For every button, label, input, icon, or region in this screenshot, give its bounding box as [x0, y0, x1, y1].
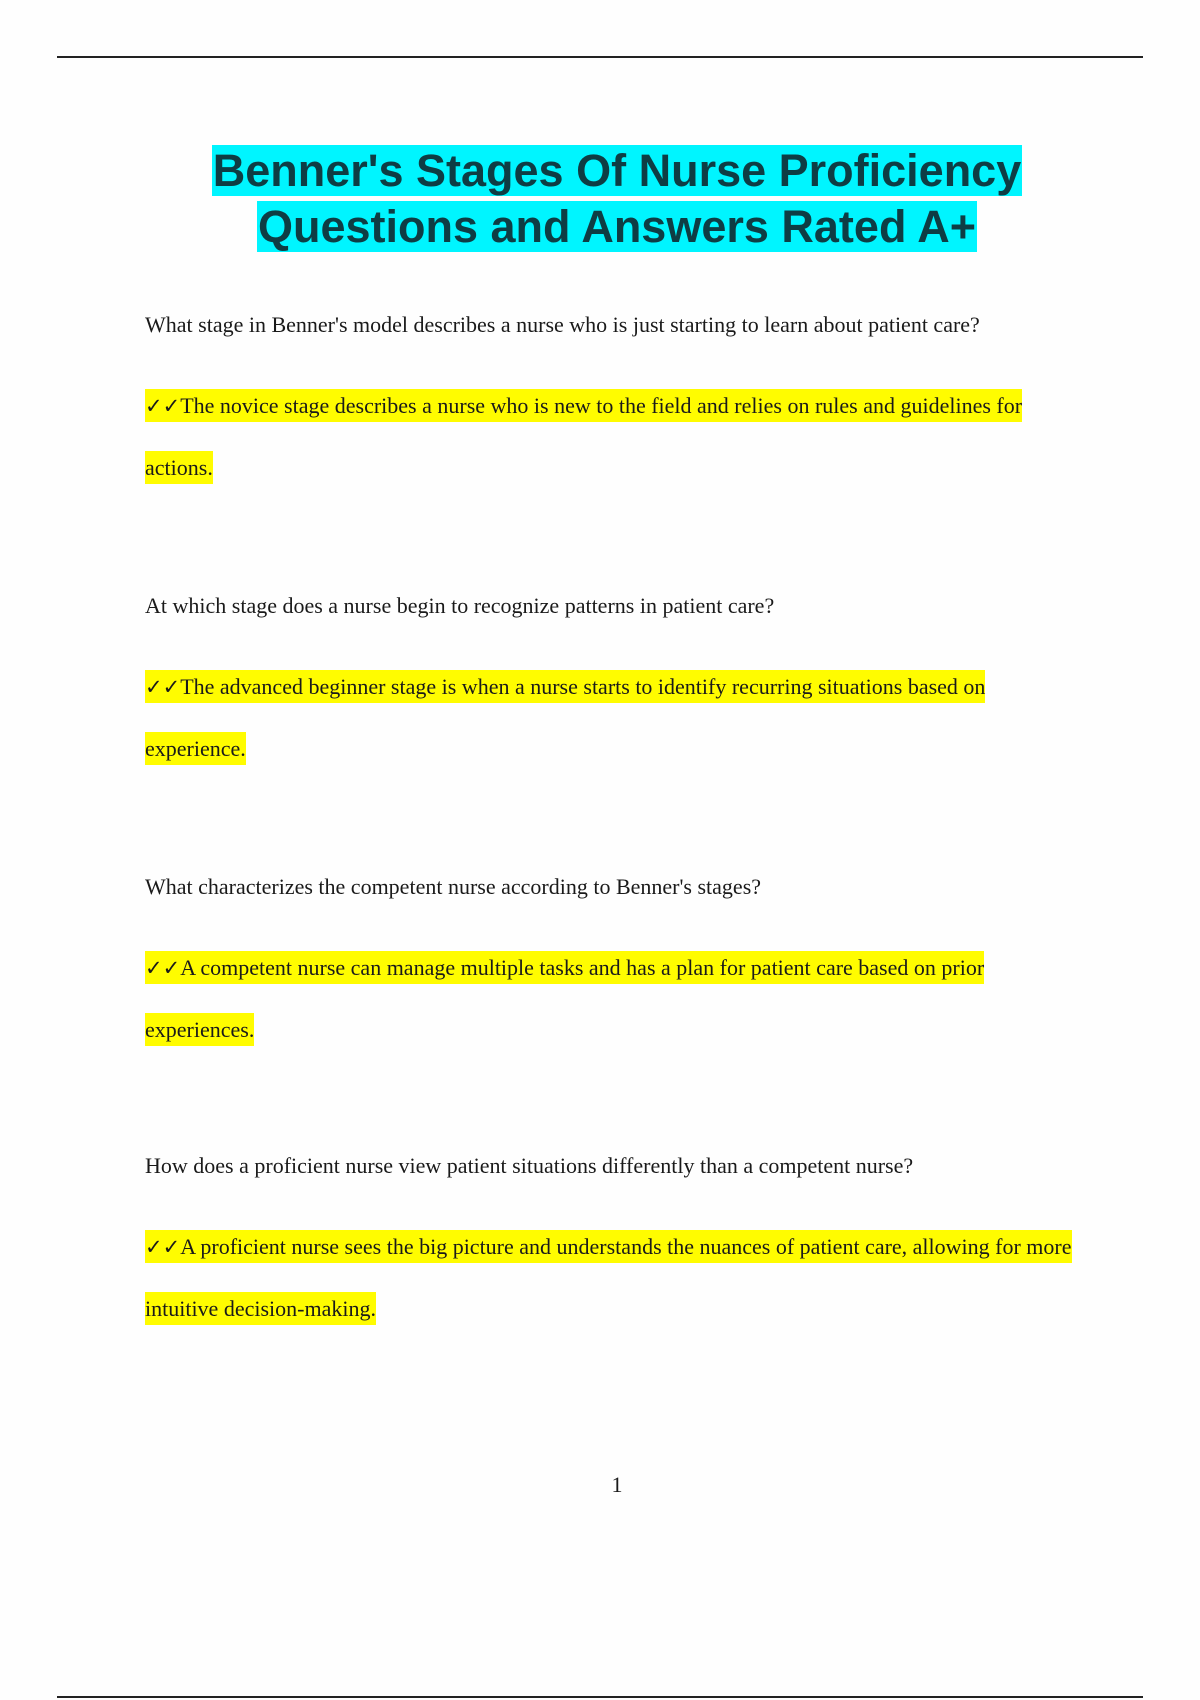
top-rule	[57, 56, 1143, 58]
check-mark-icon: ✓✓	[145, 394, 181, 418]
bottom-rule	[57, 1696, 1143, 1698]
page-number: 1	[611, 1472, 623, 1497]
question-text: How does a proficient nurse view patient situations differently than a competent nurse?	[145, 1153, 914, 1178]
title-line-2: Questions and Answers Rated A+	[257, 201, 977, 252]
answer-text	[145, 375, 1075, 498]
document-title	[0, 143, 1200, 255]
qa-item	[145, 873, 1075, 1060]
title-line-1: Benner's Stages Of Nurse Proficiency	[212, 145, 1022, 196]
answer-body: A competent nurse can manage multiple tasks and has a plan for patient care based on prior experiences.	[145, 955, 985, 1042]
question-text: What characterizes the competent nurse according to Benner's stages?	[145, 874, 762, 899]
check-mark-icon: ✓✓	[145, 675, 181, 699]
qa-item	[145, 1152, 1075, 1339]
qa-item	[145, 592, 1075, 779]
question-text: What stage in Benner's model describes a nurse who is just starting to learn about patient care?	[145, 312, 980, 337]
qa-item	[145, 311, 1075, 498]
check-mark-icon: ✓✓	[145, 956, 181, 980]
answer-text	[145, 656, 1075, 779]
question-text: At which stage does a nurse begin to recognize patterns in patient care?	[145, 593, 775, 618]
check-mark-icon: ✓✓	[145, 1235, 181, 1259]
answer-text	[145, 937, 1075, 1060]
answer-text	[145, 1216, 1075, 1339]
answer-body: The novice stage describes a nurse who is new to the field and relies on rules and guidelines for actions.	[145, 393, 1023, 480]
answer-body: The advanced beginner stage is when a nurse starts to identify recurring situations based on experience.	[145, 674, 986, 761]
answer-body: A proficient nurse sees the big picture and understands the nuances of patient care, allowing for more intuitive decision-making.	[145, 1234, 1072, 1321]
